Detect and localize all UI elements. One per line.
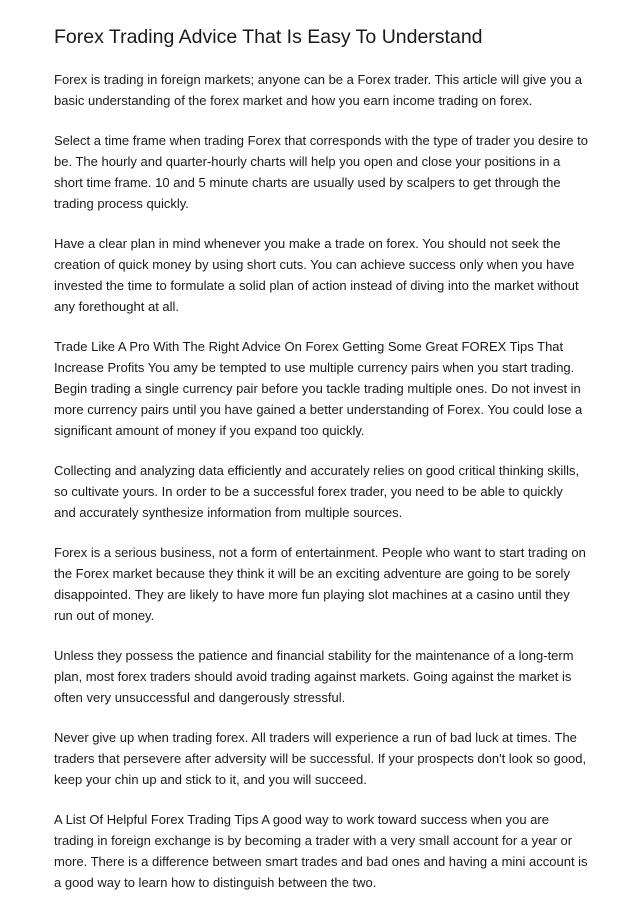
paragraph-1: Forex is trading in foreign markets; anyone can be a Forex trader. This article will give you a basic understanding of the forex market and how you earn income trading on forex.: [54, 72, 582, 109]
paragraph-9: A List Of Helpful Forex Trading Tips A good way to work toward success when you are trading in foreign exchange is by becoming a trader with a very small account for a year or more. There is a difference between smart trades and bad ones and having a mini account is a good way to learn how to distinguish between the two.: [54, 812, 588, 891]
paragraph-5: Collecting and analyzing data efficiently and accurately relies on good critical thinking skills, so cultivate yours. In order to be a successful forex trader, you need to be able to quickly and accurately synthesize information from multiple sources.: [54, 463, 580, 521]
paragraph-7: Unless they possess the patience and financial stability for the maintenance of a long-term plan, most forex traders should avoid trading against markets. Going against the market is often very unsuccessful and dangerously stressful.: [54, 648, 574, 706]
paragraph-8: Never give up when trading forex. All traders will experience a run of bad luck at times. The traders that persevere after adversity will be successful. If your prospects don't look so good, keep your chin up and stick to it, and you will succeed.: [54, 730, 587, 788]
document-page: [54, 26, 588, 912]
paragraph-6: Forex is a serious business, not a form of entertainment. People who want to start trading on the Forex market because they think it will be an exciting adventure are going to be sorely disappointed. They are likely to have more fun playing slot machines at a casino until they run out of money.: [54, 545, 586, 624]
paragraph-4: Trade Like A Pro With The Right Advice On Forex Getting Some Great FOREX Tips That Increase Profits You amy be tempted to use multiple currency pairs when you start trading. Begin trading a single currency pair before you tackle trading multiple ones. Do not invest in more currency pairs until you have gained a better understanding of Forex. You could lose a significant amount of money if you expand too quickly.: [54, 339, 583, 439]
document-title: Forex Trading Advice That Is Easy To Understand: [54, 26, 483, 48]
paragraph-2: Select a time frame when trading Forex that corresponds with the type of trader you desire to be. The hourly and quarter-hourly charts will help you open and close your positions in a short time frame. 10 and 5 minute charts are usually used by scalpers to get through the trading process quickly.: [54, 133, 588, 212]
paragraph-3: Have a clear plan in mind whenever you make a trade on forex. You should not seek the creation of quick money by using short cuts. You can achieve success only when you have invested the time to formulate a solid plan of action instead of diving into the market without any forethought at all.: [54, 236, 579, 315]
